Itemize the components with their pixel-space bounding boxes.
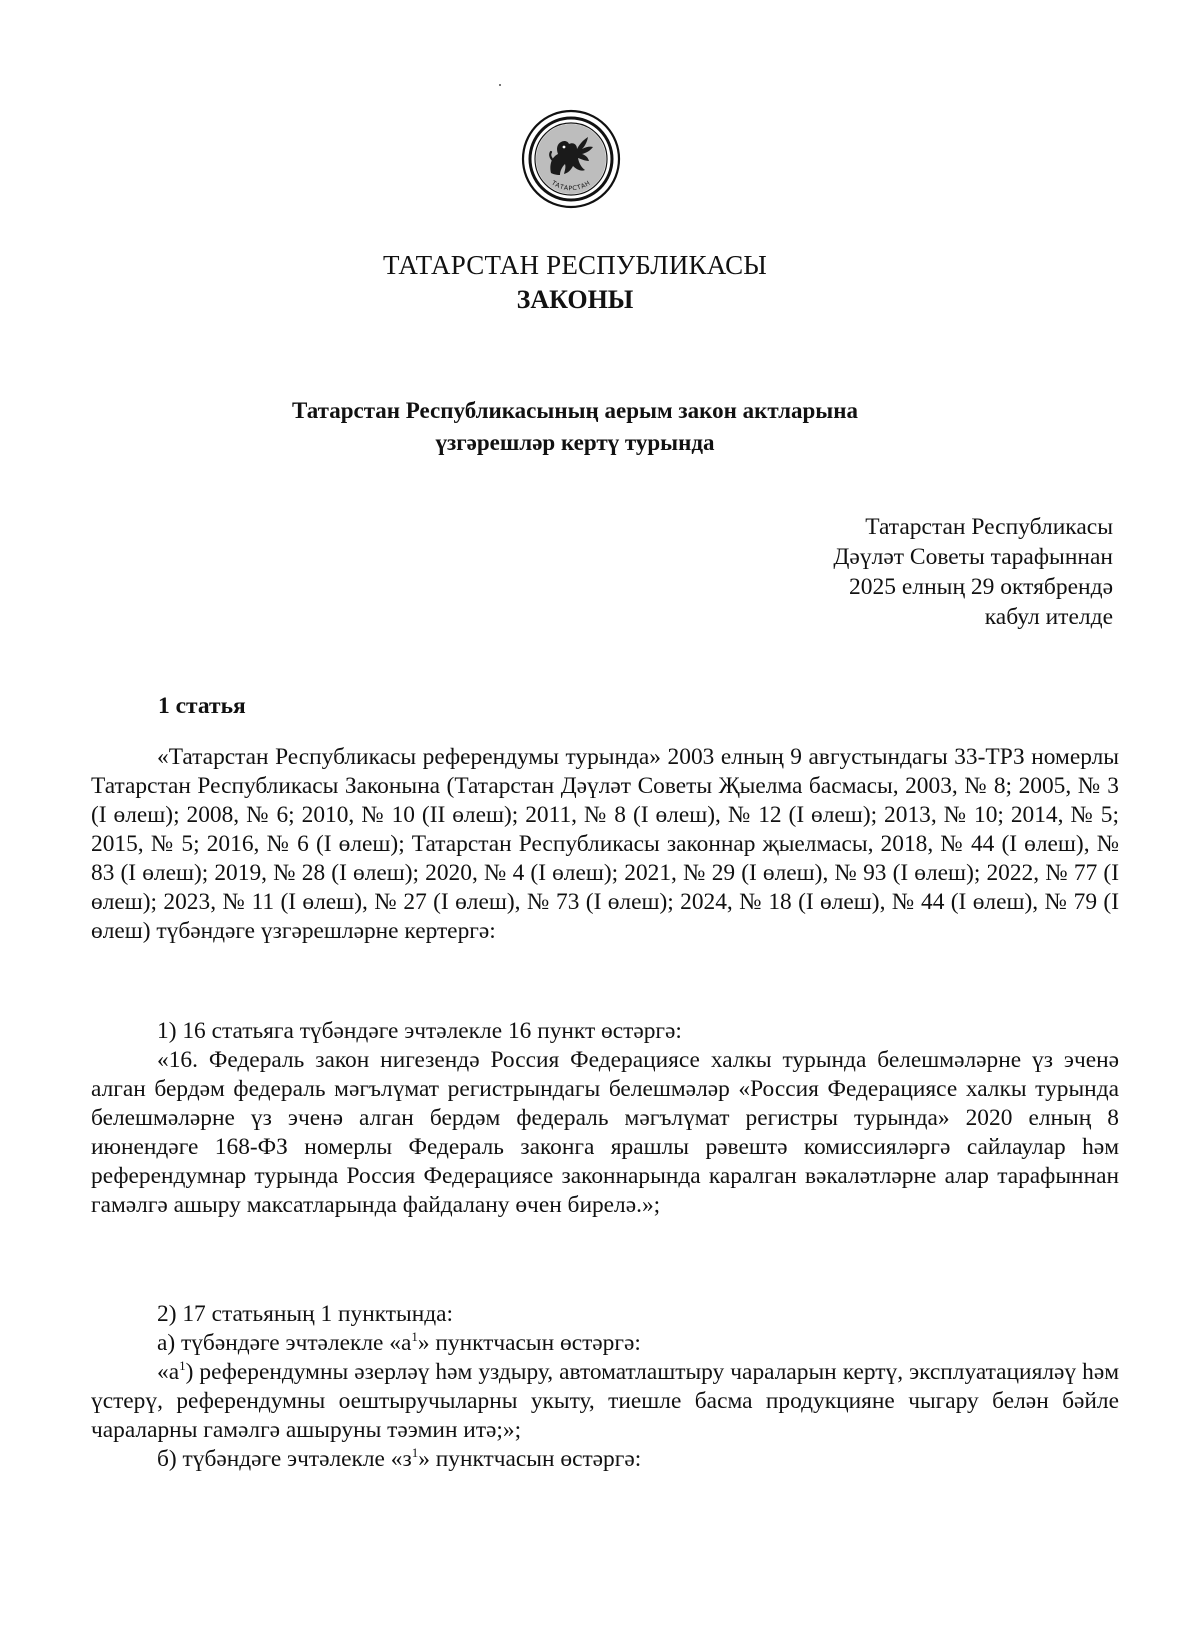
item-1: [91, 1017, 1119, 1220]
item-1-heading: 1) 16 статьяга түбәндәге эчтәлекле 16 пункт өстәргә:: [157, 1018, 682, 1044]
item-2a-heading: [91, 1329, 1119, 1358]
item-2a-text-pre: «а: [157, 1359, 180, 1385]
article-intro-text: «Татарстан Республикасы референдумы турында» 2003 елның 9 августындагы 33-ТРЗ номерлы Татарстан Республикасы Законына (Татарстан Дәүләт Советы Җыелма басмасы, 2003, № 8; 2005, № 3 (I өлеш); 2008, № 6; 2010, № 10 (II өлеш); 2011, № 8 (I өлеш), № 12 (I өлеш); 2013, № 10; 2014, № 5; 2015, № 5; 2016, № 6 (I өлеш); Татарстан Республикасы законнар җыелмасы, 2018, № 44 (I өлеш), № 83 (I өлеш); 2019, № 28 (I өлеш); 2020, № 4 (I өлеш); 2021, № 29 (I өлеш), № 93 (I өлеш); 2022, № 77 (I өлеш); 2023, № 11 (I өлеш), № 27 (I өлеш), № 73 (I өлеш); 2024, № 18 (I өлеш), № 44 (I өлеш), № 79 (I өлеш) түбәндәге үзгәрешләрне кертергә:: [91, 744, 1119, 944]
item-2a-text: [91, 1358, 1119, 1445]
law-title-line-1: Татарстан Республикасының аерым закон актларына: [291, 398, 859, 423]
emblem-ring-text: ТАТАРСТАН: [550, 179, 592, 193]
item-2a-text-post: ) референдумны әзерләү һәм уздыру, автоматлаштыру чараларын кертү, эксплуатацияләү һәм үстерү, референдумны оештыручыларны укыту, тиешле басма продукцияне чыгару белән бәйле чараларны гамәлгә ашыруны тәэмин итә;»;: [91, 1359, 1119, 1443]
article-heading: 1 статья: [158, 693, 246, 719]
article-intro: [91, 743, 1119, 946]
item-2a-sup: 1: [411, 1329, 418, 1344]
law-heading: ЗАКОНЫ: [516, 285, 634, 314]
item-2b-heading: [91, 1445, 1119, 1474]
item-2-heading: 2) 17 статьяның 1 пунктында:: [157, 1301, 454, 1327]
law-title: [0, 395, 1150, 459]
adoption-line-1: Татарстан Республикасы: [865, 514, 1113, 540]
item-2a-text-sup: 1: [179, 1358, 186, 1373]
item-2b-sup: 1: [411, 1445, 419, 1460]
item-2a-pre: а) түбәндәге эчтәлекле «а: [157, 1330, 412, 1356]
item-2: [91, 1300, 1119, 1474]
adoption-note: [833, 512, 1113, 632]
adoption-line-4: кабул ителде: [984, 604, 1113, 630]
adoption-line-2: Дәүләт Советы тарафыннан: [833, 544, 1113, 570]
law-title-line-2: үзгәрешләр кертү турында: [435, 430, 715, 455]
item-2b-pre: б) түбәндәге эчтәлекле «з: [157, 1446, 412, 1472]
scan-speck: [499, 84, 501, 86]
republic-heading: ТАТАРСТАН РЕСПУБЛИКАСЫ: [382, 250, 768, 280]
item-2b-post: » пунктчасын өстәргә:: [418, 1446, 642, 1472]
item-1-text: «16. Федераль закон нигезендә Россия Федерациясе халкы турында белешмәләрне үз эченә алган бердәм федераль мәгълүмат регистрындагы белешмәләр «Россия Федерациясе халкы турында белешмәләрне үз эченә алган бердәм федераль мәгълүмат регистры турында» 2020 елның 8 июнендәге 168-ФЗ номерлы Федераль законга ярашлы рәвештә комиссияләргә сайлаулар һәм референдумнар турында Россия Федерациясе законнарында каралган вәкаләтләрне алар тарафыннан гамәлгә ашыру максатларында файдалану өчен бирелә.»;: [91, 1047, 1119, 1218]
item-2a-post: » пунктчасын өстәргә:: [417, 1330, 641, 1356]
adoption-line-3: 2025 елның 29 октябрендә: [849, 574, 1113, 600]
tatarstan-coat-of-arms-icon: [521, 109, 621, 209]
